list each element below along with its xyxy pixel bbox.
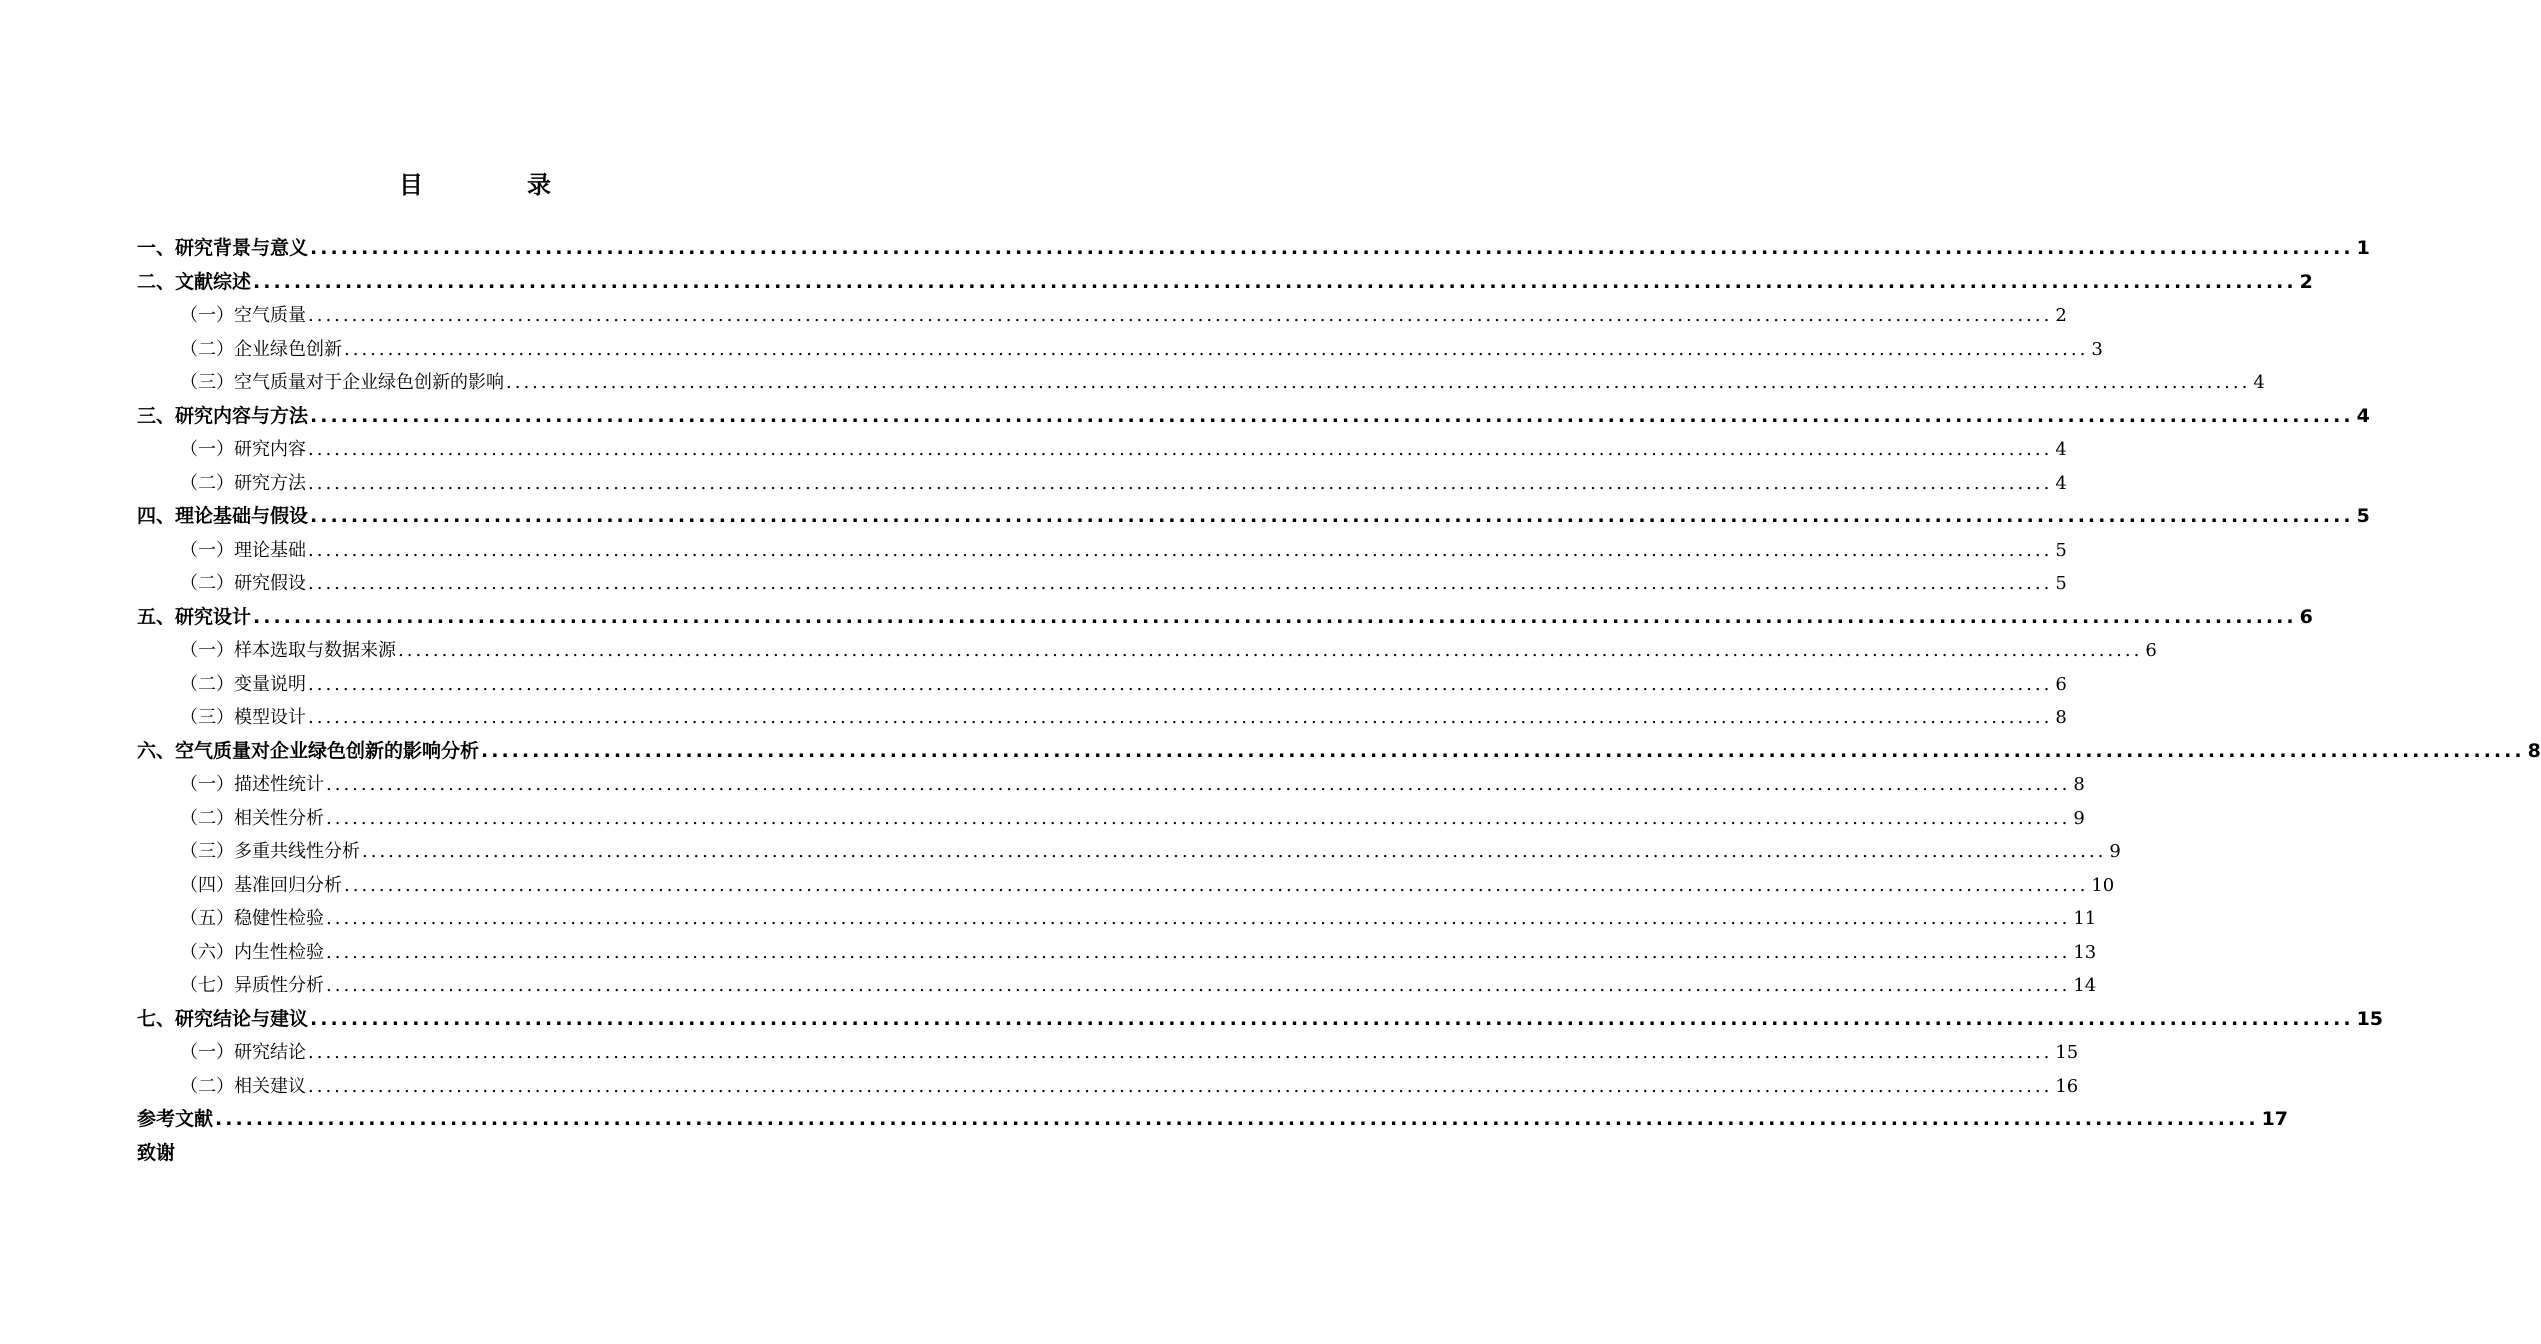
toc-subsection-entry[interactable] — [137, 936, 2097, 970]
toc-dot-leader: ........................................................................................................................................................................................................ — [310, 505, 2354, 527]
toc-dot-leader: ........................................................................................................................................................................................................ — [506, 372, 2251, 393]
toc-page-number: 8 — [2073, 774, 2085, 795]
toc-page-number: 9 — [2073, 807, 2085, 829]
toc-page-number: 8 — [2055, 707, 2067, 728]
toc-entry-label: （六）内生性检验 — [180, 941, 324, 963]
toc-page-number: 4 — [2356, 404, 2370, 427]
toc-dot-leader: ........................................................................................................................................................................................................ — [326, 975, 2071, 996]
toc-page-number: 1 — [2356, 237, 2370, 259]
toc-page-number: 11 — [2073, 908, 2097, 929]
toc-dot-leader: ........................................................................................................................................................................................................ — [310, 1007, 2354, 1030]
toc-dot-leader: ........................................................................................................................................................................................................ — [308, 1042, 2053, 1063]
toc-page-number: 10 — [2091, 874, 2115, 896]
toc-dot-leader: ........................................................................................................................................................................................................ — [308, 707, 2053, 728]
toc-entry-label: （四）基准回归分析 — [180, 874, 342, 896]
toc-subsection-entry[interactable] — [137, 835, 2121, 869]
toc-page-number: 5 — [2356, 505, 2370, 527]
toc-entry-label: （一）样本选取与数据来源 — [180, 640, 396, 661]
toc-dot-leader: ........................................................................................................................................................................................................ — [326, 807, 2071, 829]
toc-section-entry[interactable] — [137, 1137, 850, 1171]
toc-page-number: 5 — [2055, 539, 2067, 561]
toc-subsection-entry[interactable] — [137, 969, 2097, 1003]
toc-section-entry[interactable] — [137, 601, 2313, 635]
toc-entry-label: （二）研究假设 — [180, 573, 306, 594]
toc-subsection-entry[interactable] — [137, 668, 2067, 702]
toc-section-entry[interactable] — [137, 500, 2370, 534]
toc-page-number: 13 — [2073, 941, 2097, 963]
toc-subsection-entry[interactable] — [137, 433, 2067, 467]
toc-subsection-entry[interactable] — [137, 299, 2067, 333]
toc-subsection-entry[interactable] — [137, 1070, 2079, 1104]
toc-page-number: 9 — [2109, 841, 2121, 862]
toc-section-entry[interactable] — [137, 735, 2541, 769]
toc-dot-leader: ........................................................................................................................................................................................................ — [326, 774, 2071, 795]
toc-dot-leader: ........................................................................................................................................................................................................ — [308, 439, 2053, 460]
toc-entry-label: （二）相关性分析 — [180, 807, 324, 829]
toc-dot-leader: ........................................................................................................................................................................................................ — [344, 338, 2089, 360]
toc-subsection-entry[interactable] — [137, 701, 2067, 735]
toc-dot-leader: ........................................................................................................................................................................................................ — [308, 673, 2053, 695]
toc-page-number: 6 — [2299, 605, 2313, 628]
toc-dot-leader: ........................................................................................................................................................................................................ — [253, 605, 2297, 628]
toc-dot-leader: ........................................................................................................................................................................................................ — [308, 305, 2053, 326]
toc-subsection-entry[interactable] — [137, 869, 2115, 903]
toc-section-entry[interactable] — [137, 266, 2313, 300]
title-char-right: 录 — [527, 171, 551, 199]
toc-page-number: 6 — [2055, 673, 2067, 695]
toc-page-number: 15 — [2356, 1007, 2384, 1030]
toc-dot-leader: ........................................................................................................................................................................................................ — [362, 841, 2107, 862]
toc-page-number: 2 — [2055, 305, 2067, 326]
toc-subsection-entry[interactable] — [137, 534, 2067, 568]
toc-entry-label: （三）多重共线性分析 — [180, 841, 360, 862]
toc-entry-label: （二）企业绿色创新 — [180, 338, 342, 360]
toc-subsection-entry[interactable] — [137, 467, 2067, 501]
toc-entry-label: 参考文献 — [137, 1108, 214, 1130]
toc-entry-label: 一、研究背景与意义 — [137, 237, 309, 259]
toc-entry-label: （一）研究结论 — [180, 1042, 306, 1063]
toc-entry-label: （二）研究方法 — [180, 472, 306, 494]
toc-dot-leader: ........................................................................................................................................................................................................ — [398, 640, 2143, 661]
toc-entry-label: 四、理论基础与假设 — [137, 505, 309, 527]
toc-subsection-entry[interactable] — [137, 802, 2085, 836]
toc-entry-label: （七）异质性分析 — [180, 975, 324, 996]
toc-page-number: 2 — [2299, 270, 2313, 293]
toc-page-number: 4 — [2055, 439, 2067, 460]
title-char-left: 目 — [399, 171, 423, 199]
toc-dot-leader: ........................................................................................................................................................................................................ — [215, 1108, 2259, 1130]
toc-page-number: 6 — [2145, 640, 2157, 661]
toc-entry-label: 五、研究设计 — [137, 605, 252, 628]
toc-page-number: 16 — [2055, 1075, 2079, 1097]
toc-subsection-entry[interactable] — [137, 768, 2085, 802]
toc-entry-label: 三、研究内容与方法 — [137, 404, 309, 427]
toc-dot-leader: ........................................................................................................................................................................................................ — [326, 941, 2071, 963]
toc-section-entry[interactable] — [137, 1003, 2384, 1037]
toc-entry-label: （五）稳健性检验 — [180, 908, 324, 929]
toc-entry-label: （二）相关建议 — [180, 1075, 306, 1097]
toc-dot-leader: ........................................................................................................................................................................................................ — [310, 404, 2354, 427]
toc-subsection-entry[interactable] — [137, 567, 2067, 601]
toc-dot-leader: ........................................................................................................................................................................................................ — [326, 908, 2071, 929]
toc-dot-leader: ........................................................................................................................................................................................................ — [344, 874, 2089, 896]
toc-entry-label: （一）研究内容 — [180, 439, 306, 460]
toc-dot-leader: ........................................................................................................................................................................................................ — [308, 472, 2053, 494]
toc-subsection-entry[interactable] — [137, 333, 2103, 367]
toc-subsection-entry[interactable] — [137, 902, 2097, 936]
toc-section-entry[interactable] — [137, 1103, 2289, 1137]
toc-entry-label: （一）描述性统计 — [180, 774, 324, 795]
toc-entry-label: （一）空气质量 — [180, 305, 306, 326]
toc-section-entry[interactable] — [137, 232, 2370, 266]
toc-entry-label: （二）变量说明 — [180, 673, 306, 695]
toc-page-number: 14 — [2073, 975, 2097, 996]
toc-subsection-entry[interactable] — [137, 634, 2157, 668]
toc-dot-leader: ........................................................................................................................................................................................................ — [253, 270, 2297, 293]
toc-dot-leader: ........................................................................................................................................................................................................ — [308, 1075, 2053, 1097]
toc-dot-leader: ........................................................................................................................................................................................................ — [308, 539, 2053, 561]
toc-page-number: 4 — [2055, 472, 2067, 494]
toc-page-number: 4 — [2253, 372, 2265, 393]
toc-dot-leader: ........................................................................................................................................................................................................ — [310, 237, 2354, 259]
toc-entry-label: 二、文献综述 — [137, 270, 252, 293]
toc-page-number: 5 — [2055, 573, 2067, 594]
toc-subsection-entry[interactable] — [137, 366, 2265, 400]
toc-entry-label: （三）空气质量对于企业绿色创新的影响 — [180, 372, 504, 393]
toc-entry-label: 致谢 — [137, 1141, 176, 1164]
toc-page-number: 3 — [2091, 338, 2103, 360]
toc-entry-label: 七、研究结论与建议 — [137, 1007, 309, 1030]
toc-page-number: 8 — [2527, 739, 2541, 762]
toc-entry-label: 六、空气质量对企业绿色创新的影响分析 — [137, 739, 480, 762]
table-of-contents — [137, 232, 2541, 1170]
toc-entry-label: （三）模型设计 — [180, 707, 306, 728]
toc-dot-leader: ........................................................................................................................................................................................................ — [308, 573, 2053, 594]
toc-subsection-entry[interactable] — [137, 1036, 2079, 1070]
toc-dot-leader: ........................................................................................................................................................................................................ — [481, 739, 2525, 762]
page-title — [0, 168, 950, 202]
toc-page-number: 17 — [2261, 1108, 2289, 1130]
toc-page-number: 15 — [2055, 1042, 2079, 1063]
toc-entry-label: （一）理论基础 — [180, 539, 306, 561]
toc-section-entry[interactable] — [137, 400, 2370, 434]
